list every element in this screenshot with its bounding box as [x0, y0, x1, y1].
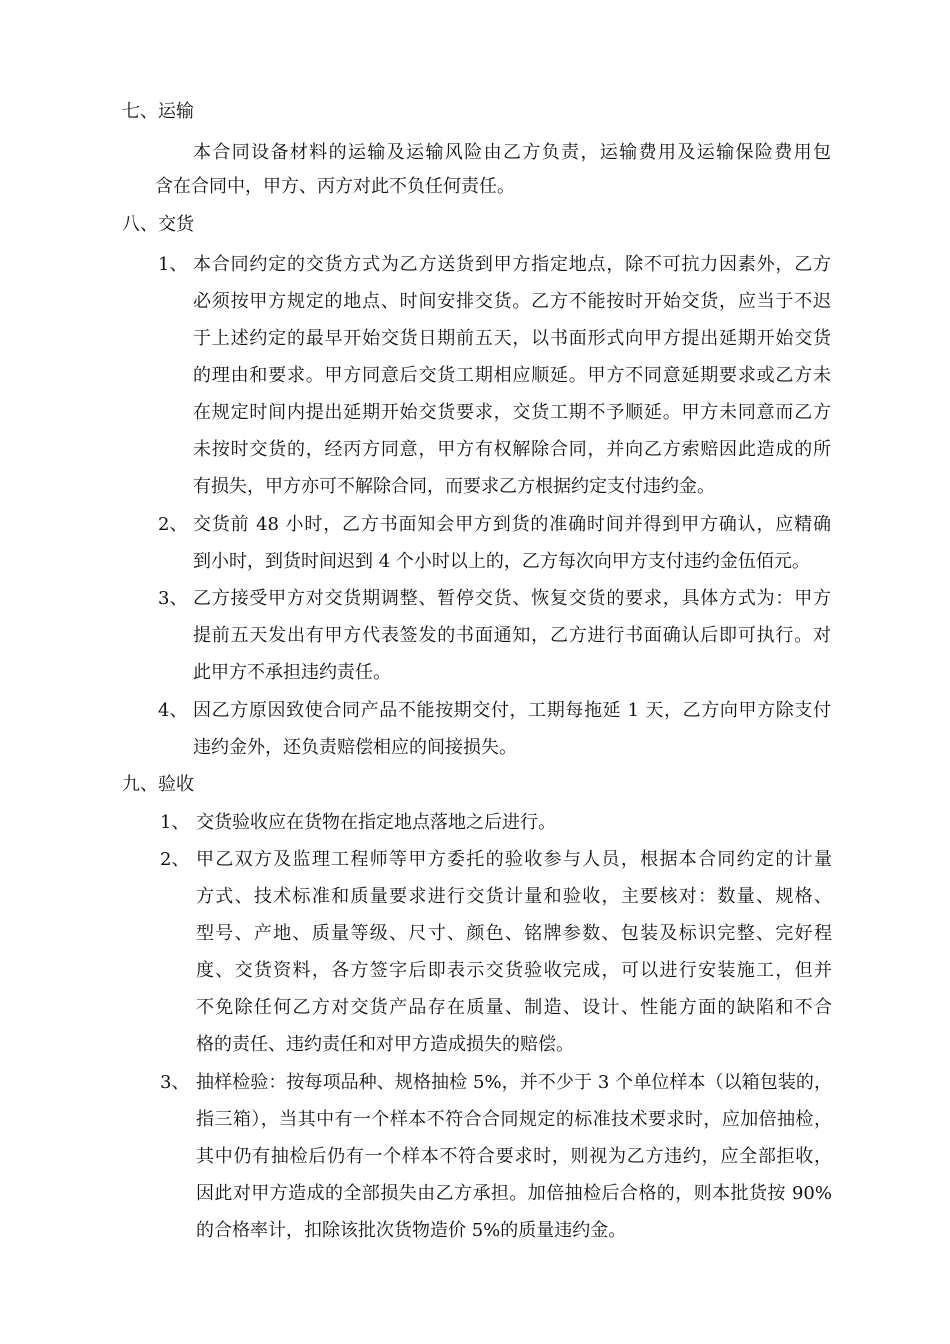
list-item-line: 的合格率计，扣除该批次货物造价 5%的质量违约金。: [196, 1220, 627, 1241]
list-item-line: 未按时交货的，经丙方同意，甲方有权解除合同，并向乙方索赔因此造成的所: [193, 439, 831, 460]
list-item-line: 本合同约定的交货方式为乙方送货到甲方指定地点，除不可抗力因素外，乙方: [193, 254, 831, 275]
list-item-line: 因乙方原因致使合同产品不能按期交付，工期每拖延 1 天，乙方向甲方除支付: [193, 700, 831, 721]
list-item-line: 交货前 48 小时，乙方书面知会甲方到货的准确时间并得到甲方确认，应精确: [193, 514, 831, 535]
list-item-number: 1、: [158, 254, 188, 275]
list-item-line: 指三箱），当其中有一个样本不符合合同规定的标准技术要求时，应加倍抽检，: [196, 1109, 832, 1130]
list-item-number: 3、: [158, 588, 188, 609]
list-item-line: 于上述约定的最早开始交货日期前五天，以书面形式向甲方提出延期开始交货: [193, 328, 831, 349]
paragraph-line: 含在合同中，甲方、丙方对此不负任何责任。: [155, 176, 515, 197]
list-item-number: 2、: [158, 514, 188, 535]
list-item-line: 不免除任何乙方对交货产品存在质量、制造、设计、性能方面的缺陷和不合: [196, 997, 832, 1018]
list-item-number: 1、: [160, 812, 190, 833]
list-item-line: 提前五天发出有甲方代表签发的书面通知，乙方进行书面确认后即可执行。对: [193, 625, 831, 646]
paragraph-line: 本合同设备材料的运输及运输风险由乙方负责，运输费用及运输保险费用包: [193, 142, 831, 163]
list-item-line: 在规定时间内提出延期开始交货要求，交货工期不予顺延。甲方未同意而乙方: [193, 402, 831, 423]
list-item-line: 抽样检验：按每项品种、规格抽检 5%，并不少于 3 个单位样本（以箱包装的，: [196, 1072, 832, 1093]
list-item-line: 型号、产地、质量等级、尺寸、颜色、铭牌参数、包装及标识完整、完好程: [196, 923, 832, 944]
list-item-line: 度、交货资料，各方签字后即表示交货验收完成，可以进行安装施工，但并: [196, 960, 832, 981]
list-item-number: 4、: [158, 700, 188, 721]
list-item-number: 2、: [160, 849, 190, 870]
list-item-line: 违约金外，还负责赔偿相应的间接损失。: [193, 737, 517, 758]
section-heading-acceptance: 九、验收: [122, 774, 194, 795]
section-heading-delivery: 八、交货: [122, 214, 194, 235]
list-item-number: 3、: [160, 1072, 190, 1093]
list-item-line: 交货验收应在货物在指定地点落地之后进行。: [196, 812, 556, 833]
list-item-line: 格的责任、违约责任和对甲方造成损失的赔偿。: [196, 1034, 574, 1055]
list-item-line: 此甲方不承担违约责任。: [193, 662, 391, 683]
list-item-line: 到小时，到货时间迟到 4 个小时以上的，乙方每次向甲方支付违约金伍佰元。: [193, 551, 810, 572]
list-item-line: 因此对甲方造成的全部损失由乙方承担。加倍抽检后合格的，则本批货按 90%: [196, 1183, 832, 1204]
list-item-line: 有损失，甲方亦可不解除合同，而要求乙方根据约定支付违约金。: [193, 476, 715, 497]
list-item-line: 甲乙双方及监理工程师等甲方委托的验收参与人员，根据本合同约定的计量: [196, 849, 832, 870]
list-item-line: 方式、技术标准和质量要求进行交货计量和验收，主要核对：数量、规格、: [196, 886, 832, 907]
list-item-line: 其中仍有抽检后仍有一个样本不符合要求时，则视为乙方违约，应全部拒收，: [196, 1146, 832, 1167]
list-item-line: 必须按甲方规定的地点、时间安排交货。乙方不能按时开始交货，应当于不迟: [193, 291, 831, 312]
list-item-line: 乙方接受甲方对交货期调整、暂停交货、恢复交货的要求，具体方式为：甲方: [193, 588, 831, 609]
list-item-line: 的理由和要求。甲方同意后交货工期相应顺延。甲方不同意延期要求或乙方未: [193, 365, 831, 386]
section-heading-transport: 七、运输: [122, 101, 194, 122]
